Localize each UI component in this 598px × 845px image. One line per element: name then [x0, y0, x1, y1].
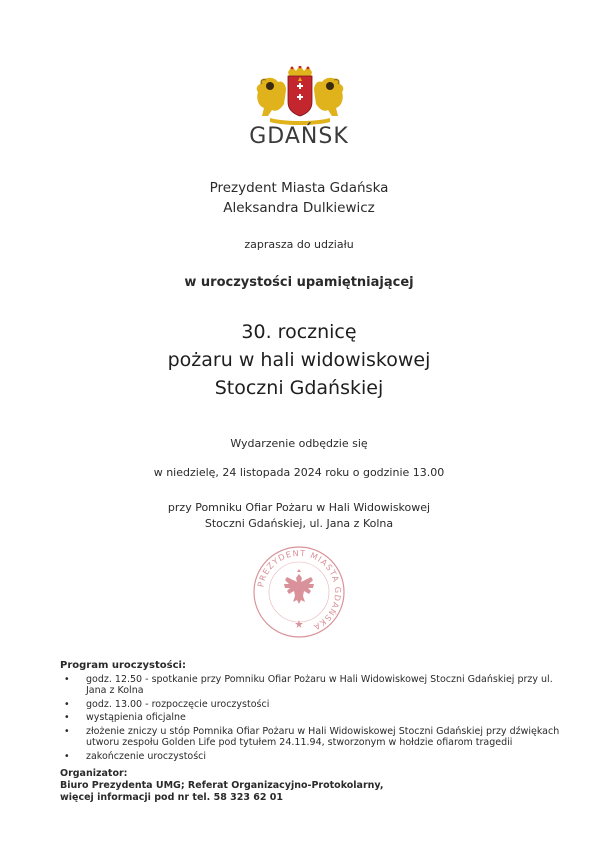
event-date-time: w niedzielę, 24 listopada 2024 roku o godzinie 13.00 — [153, 466, 445, 479]
stamp-text: PREZYDENT MIASTA GDAŃSKA — [255, 547, 344, 633]
program-item: • godz. 12.50 - spotkanie przy Pomniku Ofiar Pożaru w Hali Widowiskowej Stoczni Gdańskiej przy ul. Jana z Kolna — [86, 674, 560, 697]
star-icon — [295, 620, 303, 628]
organizer-section — [60, 768, 560, 804]
program-list — [60, 674, 560, 763]
event-place-line-2: Stoczni Gdańskiej, ul. Jana z Kolna — [204, 517, 394, 530]
host-block — [0, 178, 598, 218]
organizer-label: Organizator: — [60, 768, 128, 779]
event-place — [0, 500, 598, 532]
eagle-emblem-icon — [284, 569, 314, 604]
program-item: • wystąpienia oficjalne — [86, 712, 560, 724]
program-item: • złożenie zniczy u stóp Pomnika Ofiar Pożaru w Hali Widowiskowej Stoczni Gdańskiej przy dźwiękach utworu zespołu Golden Life pod tytułem 24.11.94, stworzonym w hołdzie ofiarom tragedii — [86, 726, 560, 749]
event-title-line-3: Stoczni Gdańskiej — [214, 377, 384, 399]
invite-text: zaprasza do udziału — [244, 238, 354, 251]
program-section — [60, 660, 560, 764]
organizer-office: Biuro Prezydenta UMG; Referat Organizacyjno-Protokolarny, — [60, 780, 384, 791]
program-item: • zakończenie uroczystości — [86, 751, 560, 763]
official-stamp — [251, 544, 347, 640]
occasion-text: w uroczystości upamiętniającej — [184, 275, 414, 290]
host-name: Aleksandra Dulkiewicz — [223, 200, 375, 216]
event-title-line-2: pożaru w hali widowiskowej — [167, 349, 431, 371]
organizer-phone: więcej informacji pod nr tel. 58 323 62 01 — [60, 792, 283, 803]
event-place-line-1: przy Pomniku Ofiar Pożaru w Hali Widowiskowej — [167, 501, 431, 514]
event-title-line-1: 30. rocznicę — [241, 321, 357, 343]
host-title: Prezydent Miasta Gdańska — [209, 180, 389, 196]
program-item: • godz. 13.00 - rozpoczęcie uroczystości — [86, 699, 560, 711]
event-title — [0, 318, 598, 402]
gdansk-coat-of-arms-logo — [250, 66, 350, 126]
event-intro: Wydarzenie odbędzie się — [230, 437, 368, 450]
program-title: Program uroczystości: — [60, 660, 186, 671]
city-name: GDAŃSK — [249, 124, 349, 149]
